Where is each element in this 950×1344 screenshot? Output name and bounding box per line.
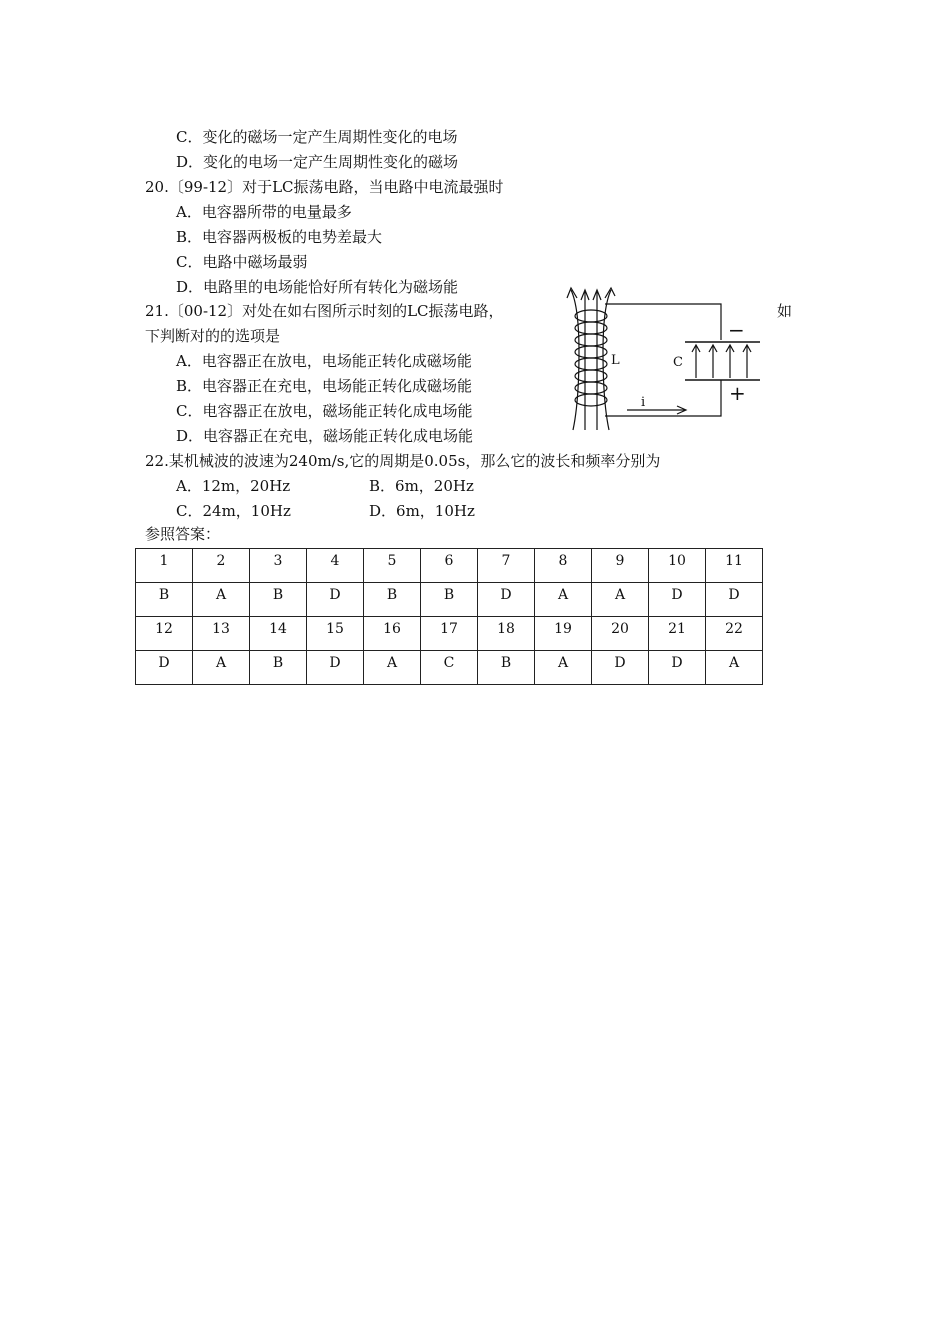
question-number-cell: 3: [250, 549, 307, 583]
q22-option-d: D．6m，10Hz: [369, 502, 475, 520]
q20-option-b: B．电容器两极板的电势差最大: [176, 228, 383, 246]
q22-option-b: B．6m，20Hz: [369, 477, 474, 495]
inductor-label: L: [611, 353, 620, 368]
question-number-cell: 6: [421, 549, 478, 583]
circuit-wires: [605, 304, 721, 416]
q21-stem-part3: 下判断对的的选项是: [145, 327, 281, 345]
q22-stem: 22.某机械波的波速为240m/s,它的周期是0.05s，那么它的波长和频率分别为: [145, 452, 661, 470]
answer-cell: A: [535, 583, 592, 617]
q19-option-d: D．变化的电场一定产生周期性变化的磁场: [176, 153, 459, 171]
table-row: [136, 651, 763, 685]
current-label: i: [641, 395, 646, 410]
question-number-cell: 22: [706, 617, 763, 651]
q21-option-a: A．电容器正在放电，电场能正转化成磁场能: [176, 352, 472, 370]
answer-key-table: [135, 548, 763, 685]
question-number-cell: 16: [364, 617, 421, 651]
answer-cell: B: [250, 651, 307, 685]
question-number-cell: 14: [250, 617, 307, 651]
answer-cell: A: [592, 583, 649, 617]
answer-cell: D: [136, 651, 193, 685]
answer-cell: B: [421, 583, 478, 617]
electric-field-arrows: [692, 345, 751, 378]
q21-stem-part2: 如: [777, 302, 793, 320]
answer-cell: D: [478, 583, 535, 617]
question-number-cell: 21: [649, 617, 706, 651]
question-number-cell: 18: [478, 617, 535, 651]
q21-option-c: C．电容器正在放电，磁场能正转化成电场能: [176, 402, 473, 420]
answer-cell: B: [136, 583, 193, 617]
answer-cell: A: [193, 583, 250, 617]
question-number-cell: 19: [535, 617, 592, 651]
inductor-coil: [575, 310, 607, 406]
question-number-cell: 12: [136, 617, 193, 651]
table-row: [136, 617, 763, 651]
current-arrow: [627, 406, 686, 414]
question-number-cell: 5: [364, 549, 421, 583]
q19-option-c: C．变化的磁场一定产生周期性变化的电场: [176, 128, 458, 146]
answer-cell: D: [649, 583, 706, 617]
answer-cell: B: [478, 651, 535, 685]
top-plate-sign: −: [728, 318, 745, 342]
table-row: [136, 583, 763, 617]
answer-cell: C: [421, 651, 478, 685]
question-number-cell: 11: [706, 549, 763, 583]
question-number-cell: 8: [535, 549, 592, 583]
answer-cell: D: [592, 651, 649, 685]
q20-option-a: A．电容器所带的电量最多: [176, 203, 352, 221]
q21-option-d: D．电容器正在充电，磁场能正转化成电场能: [176, 427, 474, 445]
question-number-cell: 10: [649, 549, 706, 583]
answer-cell: D: [649, 651, 706, 685]
answer-cell: D: [307, 583, 364, 617]
answer-cell: D: [307, 651, 364, 685]
answer-cell: D: [706, 583, 763, 617]
q20-option-d: D．电路里的电场能恰好所有转化为磁场能: [176, 278, 459, 296]
q20-stem: 20.〔99-12〕对于LC振荡电路，当电路中电流最强时: [145, 178, 504, 196]
q22-option-a: A．12m，20Hz: [176, 477, 291, 495]
lc-circuit-diagram: [555, 282, 770, 432]
q22-option-c: C．24m，10Hz: [176, 502, 291, 520]
capacitor-label: C: [673, 355, 683, 370]
answer-cell: A: [535, 651, 592, 685]
bottom-plate-sign: +: [729, 381, 746, 405]
question-number-cell: 20: [592, 617, 649, 651]
answer-cell: A: [706, 651, 763, 685]
question-number-cell: 13: [193, 617, 250, 651]
question-number-cell: 15: [307, 617, 364, 651]
answer-cell: B: [364, 583, 421, 617]
q21-stem-part1: 21.〔00-12〕对处在如右图所示时刻的LC振荡电路，: [145, 302, 504, 320]
magnetic-field-lines: [567, 288, 615, 430]
answer-cell: A: [193, 651, 250, 685]
question-number-cell: 9: [592, 549, 649, 583]
question-number-cell: 4: [307, 549, 364, 583]
answer-cell: A: [364, 651, 421, 685]
question-number-cell: 17: [421, 617, 478, 651]
answer-key-title: 参照答案：: [145, 525, 221, 543]
q20-option-c: C．电路中磁场最弱: [176, 253, 308, 271]
q21-option-b: B．电容器正在充电，电场能正转化成磁场能: [176, 377, 473, 395]
question-number-cell: 1: [136, 549, 193, 583]
question-number-cell: 2: [193, 549, 250, 583]
answer-cell: B: [250, 583, 307, 617]
question-number-cell: 7: [478, 549, 535, 583]
table-row: [136, 549, 763, 583]
